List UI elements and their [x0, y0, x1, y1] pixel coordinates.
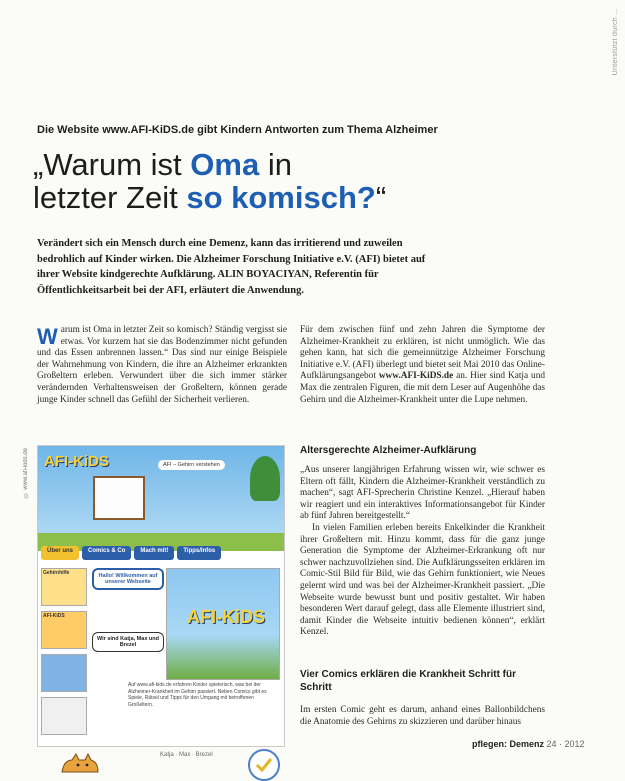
tile-gehirnhilfe[interactable]: Gehirnhilfe [41, 568, 87, 606]
section-heading-2: Vier Comics erklären die Krankheit Schritt für Schritt [300, 669, 517, 693]
section-heading-1: Altersgerechte Alzheimer-Aufklärung [300, 445, 477, 456]
side-note: Unterstützt durch ... [612, 8, 619, 76]
headline: „Warum ist Oma in letzter Zeit so komisch?“ [33, 147, 387, 215]
tree-illustration [250, 456, 280, 501]
tile-sketch[interactable] [41, 697, 87, 735]
artwork-logo: AFI-KiDS [187, 607, 265, 627]
photo-credit: © www.afi-kids.de [23, 448, 29, 498]
website-hero [38, 446, 284, 551]
kicker: Die Website www.AFI-KiDS.de gibt Kindern Antworten zum Thema Alzheimer [37, 124, 438, 136]
website-screenshot [37, 445, 285, 747]
footer-magazine: pflegen: Demenz 24 · 2012 [472, 739, 585, 749]
nav-item-ueber-uns[interactable]: Über uns [41, 546, 79, 560]
speech-bubble: AFI – Gehirn verstehen [158, 460, 225, 470]
afi-kids-link[interactable]: www.AFI-KiDS.de [378, 371, 454, 382]
cat-icon [58, 750, 102, 778]
check-seal-icon [248, 749, 280, 781]
tile-comic-kids[interactable] [41, 654, 87, 692]
welcome-box: Hallo! Willkommen auf unserer Webseite [92, 568, 164, 590]
nav-item-mach-mit[interactable]: Mach mit! [134, 546, 174, 560]
nav-item-tipps[interactable]: Tipps/Infos [177, 546, 221, 560]
website-artwork [166, 568, 280, 680]
drop-cap: W [37, 324, 58, 349]
easel-illustration [93, 476, 145, 520]
website-center [92, 568, 164, 652]
nav-item-comics[interactable]: Comics & Co [82, 546, 131, 560]
tile-afi-kids[interactable]: AFI-KiDS [41, 611, 87, 649]
lead-paragraph: Verändert sich ein Mensch durch eine Demenz, kann das irritierend und zuweilen bedrohlich auf Kinder wirken. Die Alzheimer Forschung Initiative e.V. (AFI) bietet auf ihrer Website kindgerechte Aufklärung. ALIN BOYACIYAN, Referentin für Öffentlichkeitsarbeit bei der AFI, erläutert die Anwendung. [37, 238, 426, 296]
column-2-top: Für dem zwischen fünf und zehn Jahren die Symptome der Alzheimer-Krankheit zu erklären, ist nicht unmöglich. Wie das gehen kann, hat sich die gemeinnützige Alzheimer Forschung Initiative e.V. (AFI) überlegt und bietet seit Mai 2010 das Online-Aufklärungsangebot www.AFI-KiDS.de an. Hier sind Katja und Max die zentralen Figuren, die mit dem Leser auf Augenhöhe das Gehirn und die Alzheimer-Krankheit unter die Lupe nehmen. [300, 325, 545, 405]
column-1: Warum ist Oma in letzter Zeit so komisch? Ständig vergisst sie etwas. Vor kurzem hat sie das Bodenzimmer nicht gefunden und das Essen anbrennen lassen.“ Das sind nur einige Beispiele der Wahrnehmung von Kindern, die ihre an Alzheimer erkrankten Großeltern erleben. Verwundert über die sich immer stärker verändernden Verhaltensweisen der Großeltern, können gerade junge Kinder schnell das Gefühl der Sicherheit verlieren. [37, 324, 287, 405]
website-left-tiles [41, 568, 87, 740]
section-2-text: Im ersten Comic geht es darum, anhand eines Ballonbildchens die Anatomie des Gehirns zu skizzieren und darüber hinaus [300, 705, 545, 727]
website-caption: Auf www.afi-kids.de erfahren Kinder spielerisch, was bei der Alzheimer-Krankheit im Gehirn passiert. Neben Comics gibt es Spiele, Rätsel und Tipps für den Umgang mit betroffenen Großeltern. [128, 682, 267, 708]
footer-caption: Katja · Max · Brezel [160, 752, 213, 758]
characters-box: Wir sind Katja, Max und Brezel [92, 632, 164, 652]
website-nav [38, 546, 287, 560]
afi-kids-logo: AFI-KiDS [44, 453, 109, 470]
section-1-text: „Aus unserer langjährigen Erfahrung wissen wir, wie schwer es Eltern oft fällt, Kindern die Alzheimer-Krankheit verständlich zu machen“, sagt AFI-Sprecherin Christine Kenzel. „Hierauf haben wir reagiert und ein interaktives Informationsangebot für Kinder ab fünf Jahren bereitgestellt.“ In vielen Familien erleben bereits Enkelkinder die Krankheit ihrer Großeltern mit. Hinzu kommt, dass für die ganz junge Generation die Symptome der Alzheimer-Erkrankung oft nur schwer nachzuvollziehen sind. Die Aufklärungsseiten erklären im Comic-Stil Bild für Bild, wie das Gehirn funktioniert, wie Neues gelernt wird und was bei der Alzheimer-Krankheit passiert. „Die Webseite wurde bewusst bunt und positiv gestaltet. Wir haben besonderen Wert darauf gelegt, dass alle Elemente illustriert sind, damit Kinder die Webseite intuitiv bedienen können“, erklärt Kenzel. [300, 465, 545, 638]
